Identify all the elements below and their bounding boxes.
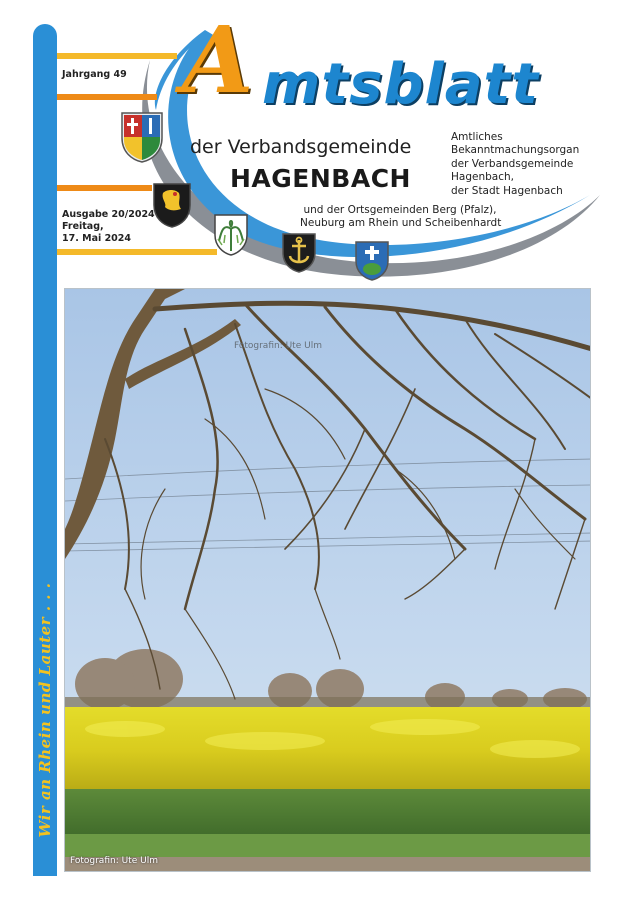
weekday-text: Freitag, bbox=[62, 221, 104, 232]
subtitle-hagenbach: HAGENBACH bbox=[230, 164, 411, 193]
official-line: Bekanntmachungsorgan bbox=[451, 144, 580, 157]
official-line: Hagenbach, bbox=[451, 171, 514, 184]
issue-block bbox=[62, 209, 155, 245]
volume-text: Jahrgang 49 bbox=[62, 69, 127, 80]
title-rest: mtsblatt bbox=[262, 52, 540, 117]
communities-line: und der Ortsgemeinden Berg (Pfalz), bbox=[303, 204, 497, 216]
side-slogan-text: Wir an Rhein und Lauter . . . bbox=[36, 582, 54, 838]
palatinate-lion-crest-icon bbox=[151, 181, 193, 229]
issue-text: Ausgabe 20/2024 bbox=[62, 209, 155, 220]
anchor-crest-icon bbox=[281, 232, 317, 274]
official-line: der Verbandsgemeinde bbox=[451, 157, 574, 170]
official-organ-text bbox=[451, 131, 579, 198]
communities-text bbox=[300, 204, 500, 230]
volume-label bbox=[62, 69, 127, 81]
cross-crest-icon bbox=[354, 240, 390, 282]
cover-photo-scene bbox=[65, 289, 591, 872]
willow-tree-crest-icon bbox=[213, 213, 249, 257]
communities-line: Neuburg am Rhein und Scheibenhardt bbox=[300, 217, 502, 229]
stripe-bottom-yellow bbox=[57, 249, 217, 255]
photo-credit-bottom: Fotografin: Ute Ulm bbox=[70, 856, 158, 866]
official-line: der Stadt Hagenbach bbox=[451, 184, 563, 197]
subtitle-verbandsgemeinde: der Verbandsgemeinde bbox=[190, 136, 412, 158]
stripe-mid-orange bbox=[57, 185, 152, 191]
stripe-top-yellow bbox=[57, 53, 177, 59]
side-slogan bbox=[33, 560, 57, 860]
official-line: Amtliches bbox=[451, 131, 503, 143]
date-text: 17. Mai 2024 bbox=[62, 233, 132, 244]
stripe-top-orange bbox=[57, 94, 157, 100]
hagenbach-vg-crest-icon bbox=[119, 110, 165, 164]
title-initial: A bbox=[182, 6, 254, 114]
cover-photo bbox=[64, 288, 591, 872]
photo-credit-top: Fotografin: Ute Ulm bbox=[234, 341, 322, 351]
